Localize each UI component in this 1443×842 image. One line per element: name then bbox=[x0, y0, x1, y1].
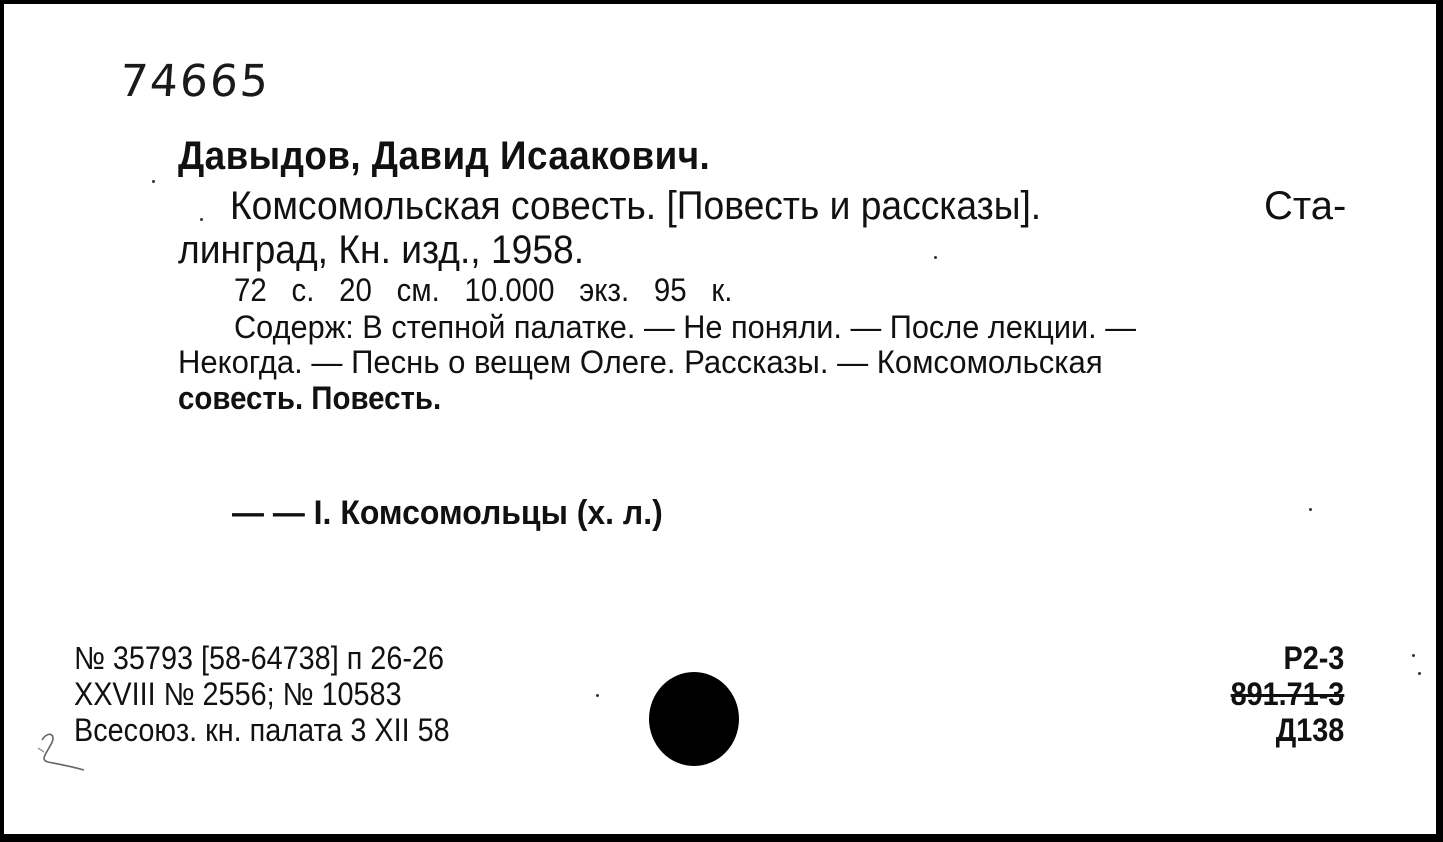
pencil-mark-icon bbox=[34, 726, 90, 778]
paper-speck bbox=[1412, 654, 1415, 657]
footer-classification-block bbox=[1230, 640, 1344, 748]
catalog-card bbox=[4, 4, 1436, 834]
subject-heading: — — I. Комсомольцы (х. л.) bbox=[232, 494, 663, 532]
paper-speck bbox=[596, 694, 599, 697]
title-line-1-end: Ста- bbox=[1264, 184, 1347, 228]
footer-left-line-3: Всесоюз. кн. палата 3 XII 58 bbox=[74, 712, 450, 748]
title-line-2: линград, Кн. изд., 1958. bbox=[178, 228, 585, 272]
punch-hole bbox=[649, 672, 739, 766]
contents-line-3: совесть. Повесть. bbox=[178, 380, 442, 416]
footer-right-line-2: 891.71-3 bbox=[1230, 676, 1344, 712]
contents-line-1: Содерж: В степной палатке. — Не поняли. — После лекции. — bbox=[234, 309, 1136, 345]
footer-left-line-2: XXVIII № 2556; № 10583 bbox=[74, 676, 402, 712]
paper-speck bbox=[1418, 672, 1421, 675]
footer-registration-block bbox=[74, 640, 450, 748]
paper-speck bbox=[200, 218, 203, 221]
author-heading: Давыдов, Давид Исаакович. bbox=[178, 134, 711, 178]
paper-speck bbox=[934, 256, 937, 259]
physical-description: 72 с. 20 см. 10.000 экз. 95 к. bbox=[234, 272, 733, 308]
footer-right-line-3: Д138 bbox=[1275, 712, 1344, 748]
footer-left-line-1: № 35793 [58-64738] п 26-26 bbox=[74, 640, 444, 676]
handwritten-inventory-number: 74665 bbox=[118, 56, 272, 107]
title-line-1: Комсомольская совесть. [Повесть и рассказы]. bbox=[230, 184, 1042, 228]
footer-right-line-1: Р2-3 bbox=[1283, 640, 1344, 676]
contents-line-2: Некогда. — Песнь о вещем Олеге. Рассказы. — Комсомольская bbox=[178, 344, 1103, 380]
paper-speck bbox=[152, 180, 155, 183]
paper-speck bbox=[1309, 508, 1312, 511]
